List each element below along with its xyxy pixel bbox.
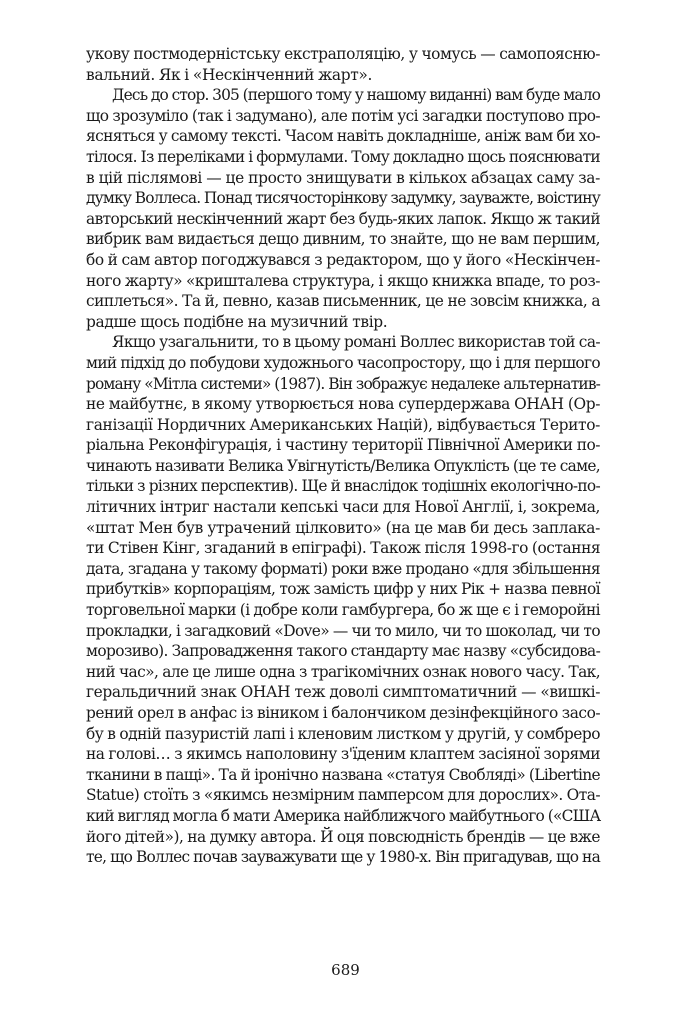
text-line: тілося. Із переліками і формулами. Тому докладно щось пояснювати [86,147,600,166]
text-line: літичних інтриг настали кепські часи для Нової Англії, і, зокрема, [86,498,600,517]
text-line: торговельної марки (і добре коли гамбургера, бо ж ще є і геморойні [86,601,600,620]
text-line: в цій післямові — це просто знищувати в кількох абзацах саму за- [86,168,600,187]
text-line: авторський нескінченний жарт без будь-яких лапок. Якщо ж такий [86,209,600,228]
text-line: вальний. Як і «Нескінченний жарт». [86,65,372,84]
paragraph [86,85,600,332]
text-line: бу в одній пазуристій лапі і кленовим листком у другій, у сомбреро [86,724,600,743]
text-line: Якщо узагальнити, то в цьому романі Воллес використав той са- [112,333,600,352]
text-line: геральдичний знак ОНАН теж доволі симптоматичний — «вишкі- [86,683,600,702]
text-line: не майбутнє, в якому утворюється нова супердержава ОНАН (Ор- [86,395,600,414]
text-line: те, що Воллес почав зауважувати ще у 1980-х. Він пригадував, що на [86,848,600,867]
text-line: прокладки, і загадковий «Dove» — чи то мило, чи то шоколад, чи то [86,621,600,640]
text-line: мий підхід до побудови художнього часопростору, що і для першого [86,353,600,372]
paragraph [86,332,600,867]
text-line: морозиво). Запровадження такого стандарту має назву «субсидова- [86,642,601,661]
text-line: «штат Мен був утрачений цілковито» (на це мав би десь заплака- [86,518,600,537]
text-line: ясняться у самому тексті. Часом навіть докладніше, аніж вам би хо- [86,127,600,146]
text-line: ганізації Нордичних Американських Націй), відбувається Терито- [86,415,600,434]
text-line: сиплеться». Та й, певно, казав письменник, це не зовсім книжка, а [86,292,600,311]
text-line: чинають називати Велика Увігнутість/Велика Опуклість (це те саме, [86,456,600,475]
text-line: думку Воллеса. Понад тисячосторінкову задумку, зауважте, воістину [86,189,600,208]
text-line: радше щось подібне на музичний твір. [86,312,388,331]
text-line: укову постмодерністську екстраполяцію, у чомусь — самопоясню- [86,45,600,63]
text-line: його дітей»), на думку автора. Й оця повсюдність брендів — це вже [86,827,600,846]
text-line: Десь до стор. 305 (першого тому у нашому виданні) вам буде мало [112,86,600,105]
text-line: роману «Мітла системи» (1987). Він зображує недалеке альтернатив- [86,374,600,393]
text-line: ний час», але це лише одна з трагікомічних ознак нового часу. Так, [86,662,600,681]
text-line: ти Стівен Кінг, згаданий в епіграфі). Також після 1998-го (остання [86,539,601,558]
text-line: що зрозуміло (так і задумано), але потім усі загадки поступово про- [86,106,600,125]
text-line: ріальна Реконфігурація, і частину території Північної Америки по- [86,436,600,455]
text-line: Statue) стоїть з «якимсь незмірним памперсом для дорослих». Ота- [86,786,600,805]
text-line: тільки з різних перспектив). Ще й внаслідок тодішніх екологічно-по- [86,477,600,496]
text-line: тканини в пащі». Та й іронічно названа «статуя Свобляді» (Libertine [86,765,600,784]
text-line: на голові… з якимсь наполовину з'їденим клаптем засіяної зорями [86,745,600,764]
page-body [86,44,600,868]
text-line: ного жарту» «кришталева структура, і якщо книжка впаде, то роз- [86,271,600,290]
text-line: дата, згадана у такому форматі) роки вже продано «для збільшення [86,559,600,578]
text-line: вибрик вам видається дещо дивним, то знайте, що не вам першим, [86,230,600,249]
text-line: кий вигляд могла б мати Америка найближчого майбутнього («США [86,806,601,825]
text-line: бо й сам автор погоджувався з редактором, що у його «Нескінчен- [86,250,600,269]
text-line: рений орел в анфас із віником і балончиком дезінфекційного засо- [86,704,601,722]
page-number: 689 [331,961,360,979]
paragraph [86,44,600,85]
text-line: прибутків» корпораціям, тож замість цифр у них Рік + назва певної [86,580,600,599]
